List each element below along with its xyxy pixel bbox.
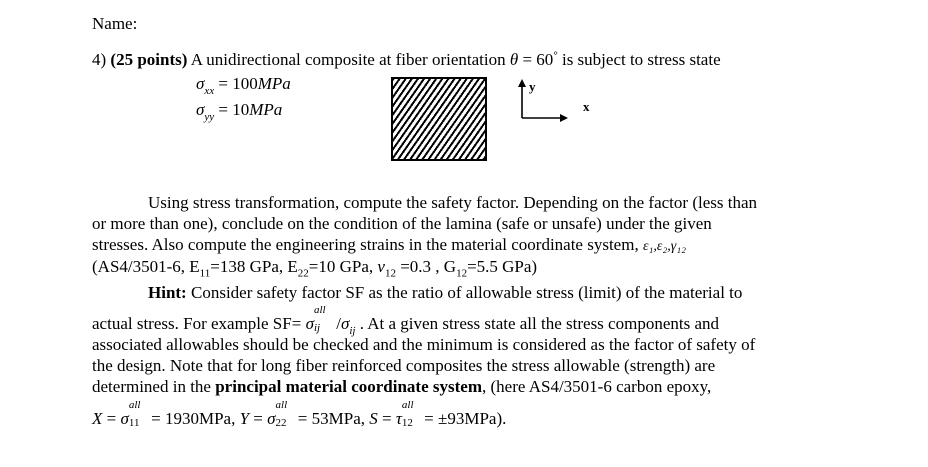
all-superscript: all (128, 399, 141, 411)
hint-line2 (92, 304, 719, 337)
s-symbol: S (369, 409, 378, 428)
eq: = (377, 409, 396, 428)
all-22-script (275, 399, 294, 429)
hint-text-5b: , (here AS4/3501-6 carbon epoxy, (481, 377, 712, 396)
tau-symbol: τ (395, 409, 402, 428)
all-11-script (128, 399, 147, 429)
sub-12: 12 (401, 417, 413, 429)
y-symbol: Y (239, 409, 250, 428)
para1-line3-text: stresses. Also compute the engineering strains in the material coordinate system, (92, 235, 643, 254)
sigma-symbol: σ (196, 74, 205, 93)
para1-line2: or more than one), conclude on the condition of the lamina (safe or unsafe) under the given (92, 214, 712, 233)
problem-points: (25 points) (110, 50, 188, 69)
g12-sub: 12 (456, 267, 468, 280)
props-text-c: =10 GPa, (308, 257, 378, 276)
syy-unit: MPa (249, 100, 283, 119)
hint-text-1: Consider safety factor SF as the ratio of allowable stress (limit) of the material to (186, 283, 743, 302)
problem-number: 4) (92, 50, 107, 69)
sxx-unit: MPa (257, 74, 291, 93)
all-superscript: all (401, 399, 414, 411)
props-text-e: =5.5 GPa) (467, 257, 538, 276)
hint-line1 (148, 283, 742, 303)
all-superscript: all (275, 399, 288, 411)
nu-symbol: ν (377, 257, 385, 276)
hint-text-2a: actual stress. For example SF= (92, 314, 306, 333)
syy-subscript: yy (204, 111, 215, 123)
sigma-symbol: σ (120, 409, 129, 428)
hint-label: Hint: (148, 283, 187, 302)
principal-system-text: principal material coordinate system (215, 377, 482, 396)
material-properties (92, 257, 538, 280)
sub-11: 11 (128, 417, 140, 429)
strain-symbols: ε₁,ε₂,γ₁₂ (642, 239, 686, 254)
sxx-subscript: xx (204, 85, 215, 97)
e22-sub: 22 (297, 267, 309, 280)
name-label: Name: (92, 14, 138, 33)
x-axis-label: x (583, 99, 590, 114)
x-value: = 1930MPa, (146, 409, 240, 428)
e11-sub: 11 (199, 267, 211, 280)
hint-line3: associated allowables should be checked and the minimum is considered as the factor of safety of (92, 335, 756, 354)
sigma-symbol: σ (305, 314, 314, 333)
hint-text-2b: . At a given stress state all the stress components and (355, 314, 719, 333)
y-axis-label: y (529, 79, 536, 94)
stress-syy (196, 100, 282, 122)
syy-value: = 10 (214, 100, 250, 119)
axes-icon (505, 78, 575, 128)
problem-statement (92, 50, 721, 70)
para1-line3 (92, 235, 686, 257)
props-text-a: (AS4/3501-6, E (92, 257, 200, 276)
all-superscript: all (313, 304, 326, 316)
y-value: = 53MPa, (293, 409, 370, 428)
theta-value: = 60 (518, 50, 554, 69)
sub-22: 22 (275, 417, 287, 429)
all-ij-script (313, 304, 332, 334)
props-text-d: =0.3 , G (395, 257, 457, 276)
sxx-value: = 100 (214, 74, 258, 93)
theta-symbol: θ (509, 50, 519, 69)
sigma-symbol: σ (340, 314, 350, 333)
x-symbol: X (92, 409, 103, 428)
all-12-script (401, 399, 420, 429)
sigma-symbol: σ (267, 409, 276, 428)
ij-subscript: ij (313, 322, 321, 334)
problem-intro-text: A unidirectional composite at fiber orientation (187, 50, 510, 69)
fiber-lamina-figure (391, 77, 487, 161)
stress-sxx (196, 74, 291, 96)
ij-subscript: ij (349, 325, 356, 337)
degree-symbol: ° (553, 49, 558, 62)
hint-line5 (92, 377, 711, 397)
slash: / (331, 314, 341, 333)
s-value: = ±93MPa). (419, 409, 507, 428)
problem-intro-end: is subject to stress state (557, 50, 721, 69)
para1-line1: Using stress transformation, compute the safety factor. Depending on the factor (less than (148, 193, 757, 212)
allowables-line (92, 399, 507, 429)
sigma-symbol: σ (196, 100, 205, 119)
hint-line4: the design. Note that for long fiber reinforced composites the stress allowable (strength) are (92, 356, 716, 375)
eq: = (102, 409, 121, 428)
hint-text-5a: determined in the (92, 377, 216, 396)
nu-sub: 12 (384, 267, 396, 280)
props-text-b: =138 GPa, E (210, 257, 298, 276)
eq: = (249, 409, 268, 428)
